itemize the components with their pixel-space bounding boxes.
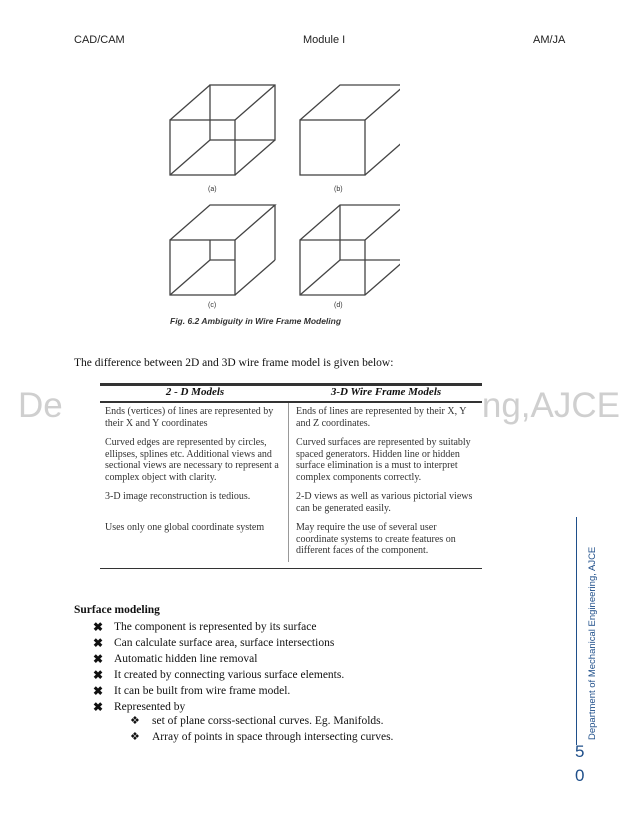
page-number-digit-1: 5 [575, 742, 585, 761]
list-item [93, 683, 344, 699]
table-row [100, 403, 482, 434]
table-cell: Curved edges are represented by circles, ellipses, splines etc. Additional views and sectional views are necessary to represent a complex object with clarity. [100, 434, 289, 488]
table-row [100, 434, 482, 488]
figure-label-a: (a) [208, 186, 217, 193]
list-item-text: Automatic hidden line removal [114, 653, 258, 665]
sub-list-item [130, 729, 393, 745]
sub-list-item-text: Array of points in space through intersecting curves. [152, 731, 394, 743]
table-row [100, 519, 482, 562]
section-title: Surface modeling [74, 604, 160, 616]
table-cell: Uses only one global coordinate system [100, 519, 289, 562]
sub-list-item-text: set of plane corss-sectional curves. Eg. Manifolds. [152, 715, 384, 727]
header-left: CAD/CAM [74, 34, 125, 46]
cross-bullet-icon: ✖ [93, 668, 104, 682]
figure-caption: Fig. 6.2 Ambiguity in Wire Frame Modeling [170, 316, 342, 326]
table-header-3d: 3-D Wire Frame Models [330, 386, 442, 398]
list-item [93, 619, 344, 635]
sidebar-rule [576, 517, 577, 745]
comparison-table [100, 383, 482, 569]
cross-bullet-icon: ✖ [93, 700, 104, 714]
list-item [93, 635, 344, 651]
watermark-right: ng,AJCE [481, 386, 620, 425]
list-item-text: Represented by [114, 701, 186, 713]
table-cell: 2-D views as well as various pictorial views can be generated easily. [296, 491, 473, 514]
table-cell: Ends of lines are represented by their X, Y and Z coordinates. [296, 406, 467, 429]
table-bottom-rule [100, 568, 482, 569]
list-item-text: Can calculate surface area, surface intersections [114, 637, 335, 649]
cross-bullet-icon: ✖ [93, 684, 104, 698]
diamond-bullet-icon: ❖ [130, 731, 140, 743]
cube-c [170, 205, 275, 295]
cube-b [300, 85, 400, 175]
header-center: Module I [303, 34, 346, 46]
cross-bullet-icon: ✖ [93, 652, 104, 666]
figure-label-c: (c) [208, 302, 217, 309]
figure-label-d: (d) [334, 302, 343, 309]
list-item-text: It can be built from wire frame model. [114, 685, 291, 697]
list-item [93, 667, 344, 683]
cube-d [300, 205, 400, 295]
wireframe-diagram [160, 70, 400, 315]
cross-bullet-icon: ✖ [93, 636, 104, 650]
table-cell: Ends (vertices) of lines are represented by their X and Y coordinates [100, 403, 289, 434]
table-header-2d: 2 - D Models [165, 386, 225, 398]
list-item [93, 651, 344, 667]
sidebar-department-text: Department of Mechanical Engineering, AJCE [587, 546, 598, 740]
wireframe-figure [160, 70, 400, 335]
surface-modeling-sublist [130, 713, 393, 745]
table-row [100, 488, 482, 519]
sub-list-item [130, 713, 393, 729]
list-item-text: It created by connecting various surface elements. [114, 669, 345, 681]
table-cell: May require the use of several user coordinate systems to create features on different faces of the component. [296, 522, 456, 556]
cross-bullet-icon: ✖ [93, 620, 104, 634]
list-item-text: The component is represented by its surface [114, 621, 317, 633]
table-header [100, 386, 482, 403]
table-cell: Curved surfaces are represented by suitably spaced generators. Hidden line or hidden surface elimination is a must to interpret complex components correctly. [296, 437, 471, 483]
surface-modeling-list [93, 619, 344, 715]
diamond-bullet-icon: ❖ [130, 715, 140, 727]
figure-label-b: (b) [334, 186, 343, 193]
watermark-left: De [18, 386, 63, 425]
intro-text: The difference between 2D and 3D wire frame model is given below: [74, 357, 394, 369]
page-number-digit-2: 0 [575, 766, 585, 785]
header-right: AM/JA [533, 34, 566, 46]
table-cell: 3-D image reconstruction is tedious. [100, 488, 289, 519]
cube-a [170, 85, 275, 175]
